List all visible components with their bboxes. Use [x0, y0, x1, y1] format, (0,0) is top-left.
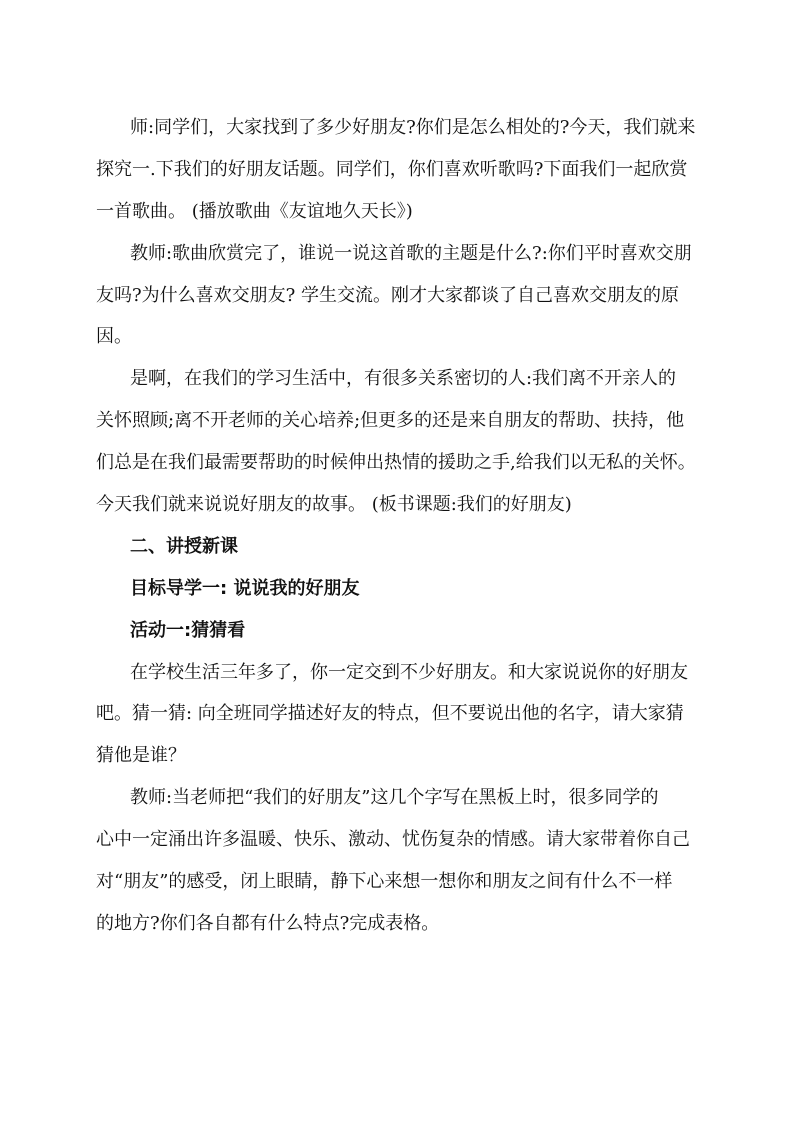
paragraph-lesson-topic	[96, 358, 701, 526]
text-line: 师:同学们，大家找到了多少好朋友?你们是怎么相处的?今天，我们就来	[130, 117, 696, 138]
activity-heading: 活动一:猜猜看	[130, 619, 246, 641]
document-body	[96, 107, 701, 945]
section-heading: 二、讲授新课	[130, 535, 238, 557]
text-line: 是啊，在我们的学习生活中，有很多关系密切的人:我们离不开亲人的	[130, 368, 677, 390]
text-line: 友吗?为什么喜欢交朋友? 学生交流。刚才大家都谈了自己喜欢交朋友的原	[96, 284, 680, 306]
text-line: 对“朋友”的感受，闭上眼睛，静下心来想一想你和朋友之间有什么不一样	[96, 871, 673, 893]
text-line: 吧。猜一猜: 向全班同学描述好友的特点，但不要说出他的名字，请大家猜	[96, 703, 684, 725]
paragraph-song-discussion	[96, 233, 701, 359]
text-line: 猜他是谁？	[96, 745, 186, 767]
text-line: 教师:当老师把“我们的好朋友”这几个字写在黑板上时，很多同学的	[130, 787, 659, 809]
text-line: 探究一.下我们的好朋友话题。同学们，你们喜欢听歌吗?下面我们一起欣赏	[96, 158, 688, 180]
text-line: 在学校生活三年多了，你一定交到不少好朋友。和大家说说你的好朋友	[130, 661, 688, 683]
text-line: 教师:歌曲欣赏完了，谁说一说这首歌的主题是什么?:你们平时喜欢交朋	[130, 242, 692, 264]
text-line: 关怀照顾;离不开老师的关心培养;但更多的还是来自朋友的帮助、扶持，他	[96, 410, 685, 432]
text-line: 的地方?你们各自都有什么特点?完成表格。	[96, 912, 440, 934]
text-line: 一首歌曲。 (播放歌曲《友谊地久天长》)	[96, 200, 413, 222]
paragraph-song-intro	[96, 107, 701, 233]
text-line: 因。	[96, 326, 132, 348]
paragraph-teacher-reflection	[96, 777, 701, 945]
objective-heading: 目标导学一: 说说我的好朋友	[130, 577, 360, 599]
text-line: 今天我们就来说说好朋友的故事。 (板书课题:我们的好朋友)	[96, 494, 572, 516]
paragraph-guess-activity	[96, 652, 701, 778]
text-line: 心中一定涌出许多温暖、快乐、激动、忧伤复杂的情感。请大家带着你自己	[96, 829, 690, 851]
text-line: 们总是在我们最需要帮助的时候伸出热情的援助之手,给我们以无私的关怀。	[96, 452, 696, 474]
